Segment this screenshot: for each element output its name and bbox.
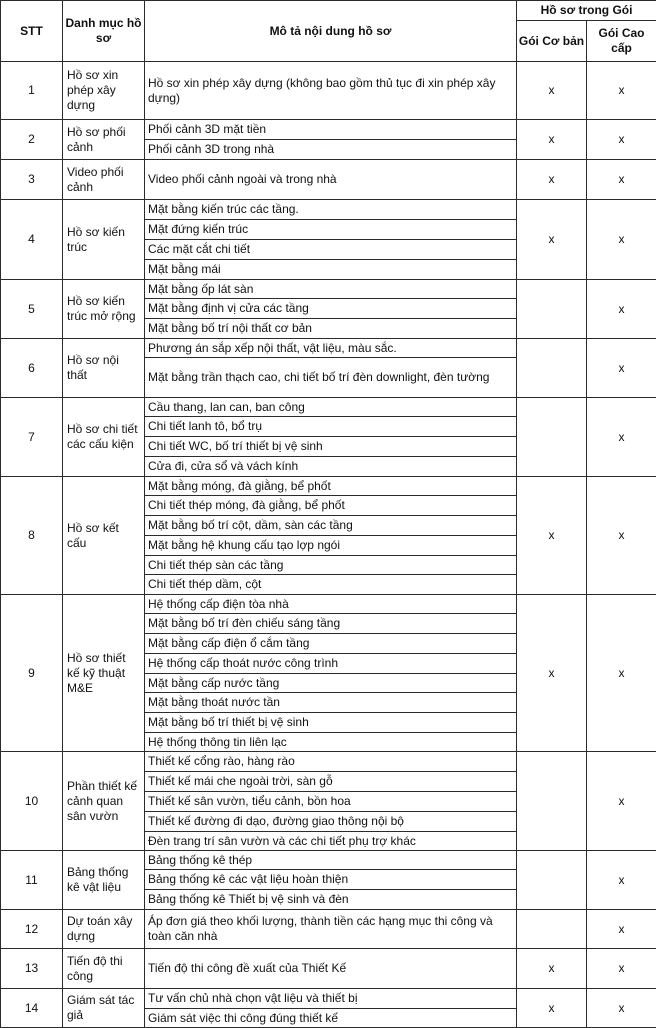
premium-package-mark: x <box>587 851 656 910</box>
table-header <box>1 1 656 62</box>
description-item: Cầu thang, lan can, ban công <box>145 398 517 417</box>
category-cell: Phần thiết kế cảnh quan sân vườn <box>63 752 145 851</box>
description-item: Mặt bằng mái <box>145 260 517 280</box>
table-row <box>1 339 656 358</box>
basic-package-mark: x <box>517 949 587 989</box>
table-row <box>1 989 656 1009</box>
basic-package-mark: x <box>517 595 587 752</box>
description-item: Thiết kế mái che ngoài trời, sàn gỗ <box>145 772 517 792</box>
basic-package-mark: x <box>517 120 587 160</box>
row-number: 10 <box>1 752 63 851</box>
table-row <box>1 160 656 200</box>
header-category: Danh mục hồ sơ <box>63 1 145 62</box>
basic-package-mark <box>517 851 587 910</box>
basic-package-mark: x <box>517 200 587 280</box>
description-item: Bảng thống kê Thiết bị vệ sinh và đèn <box>145 890 517 910</box>
basic-package-mark: x <box>517 160 587 200</box>
category-cell: Dự toán xây dựng <box>63 910 145 949</box>
description-item: Mặt bằng cấp nước tầng <box>145 674 517 693</box>
category-cell: Tiến độ thi công <box>63 949 145 989</box>
description-item: Mặt bằng bố trí cột, dầm, sàn các tầng <box>145 516 517 536</box>
description-item: Phối cảnh 3D mặt tiền <box>145 120 517 140</box>
row-number: 4 <box>1 200 63 280</box>
description-item: Các mặt cắt chi tiết <box>145 240 517 260</box>
table-row <box>1 910 656 949</box>
table-row <box>1 477 656 496</box>
basic-package-mark <box>517 752 587 851</box>
row-number: 11 <box>1 851 63 910</box>
row-number: 3 <box>1 160 63 200</box>
description-item: Mặt bằng móng, đà giằng, bể phốt <box>145 477 517 496</box>
description-item: Mặt bằng hệ khung cấu tạo lợp ngói <box>145 536 517 556</box>
description-item: Mặt bằng kiến trúc các tầng. <box>145 200 517 220</box>
basic-package-mark: x <box>517 62 587 120</box>
description-item: Hệ thống thông tin liên lạc <box>145 733 517 752</box>
description-item: Mặt bằng ốp lát sàn <box>145 280 517 299</box>
description-item: Mặt bằng bố trí nội thất cơ bản <box>145 319 517 339</box>
description-item: Mặt bằng bố trí đèn chiếu sáng tầng <box>145 614 517 634</box>
table-row <box>1 752 656 772</box>
premium-package-mark: x <box>587 989 656 1028</box>
premium-package-mark: x <box>587 949 656 989</box>
description-item: Mặt bằng cấp điện ổ cắm tầng <box>145 634 517 654</box>
category-cell: Hồ sơ kết cấu <box>63 477 145 595</box>
description-item: Bảng thống kê thép <box>145 851 517 870</box>
description-item: Chi tiết thép dầm, cột <box>145 575 517 595</box>
row-number: 1 <box>1 62 63 120</box>
category-cell: Video phối cảnh <box>63 160 145 200</box>
premium-package-mark: x <box>587 398 656 477</box>
premium-package-mark: x <box>587 62 656 120</box>
basic-package-mark: x <box>517 989 587 1028</box>
basic-package-mark: x <box>517 477 587 595</box>
row-number: 13 <box>1 949 63 989</box>
row-number: 6 <box>1 339 63 398</box>
row-number: 14 <box>1 989 63 1028</box>
table-row <box>1 851 656 870</box>
description-item: Video phối cảnh ngoài và trong nhà <box>145 160 517 200</box>
description-item: Đèn trang trí sân vườn và các chi tiết phụ trợ khác <box>145 832 517 851</box>
basic-package-mark <box>517 910 587 949</box>
premium-package-mark: x <box>587 339 656 398</box>
description-item: Thiết kế sân vườn, tiểu cảnh, bồn hoa <box>145 792 517 812</box>
category-cell: Bảng thống kê vật liệu <box>63 851 145 910</box>
description-item: Phương án sắp xếp nội thất, vật liệu, màu sắc. <box>145 339 517 358</box>
row-number: 9 <box>1 595 63 752</box>
premium-package-mark: x <box>587 477 656 595</box>
table-row <box>1 120 656 140</box>
description-item: Cửa đi, cửa sổ và vách kính <box>145 457 517 477</box>
table-row <box>1 949 656 989</box>
table-body <box>1 62 656 1028</box>
description-item: Mặt bằng trần thạch cao, chi tiết bố trí đèn downlight, đèn tường <box>145 358 517 398</box>
premium-package-mark: x <box>587 160 656 200</box>
description-item: Hệ thống cấp điện tòa nhà <box>145 595 517 614</box>
category-cell: Hồ sơ thiết kế kỹ thuật M&E <box>63 595 145 752</box>
description-item: Thiết kế đường đi dạo, đường giao thông nội bộ <box>145 812 517 832</box>
row-number: 5 <box>1 280 63 339</box>
row-number: 8 <box>1 477 63 595</box>
description-item: Chi tiết thép móng, đà giằng, bể phốt <box>145 496 517 516</box>
description-item: Tư vấn chủ nhà chọn vật liệu và thiết bị <box>145 989 517 1009</box>
description-item: Bảng thống kê các vật liệu hoàn thiện <box>145 870 517 890</box>
description-item: Mặt bằng bố trí thiết bị vệ sinh <box>145 713 517 733</box>
description-item: Tiến độ thi công đề xuất của Thiết Kế <box>145 949 517 989</box>
row-number: 7 <box>1 398 63 477</box>
premium-package-mark: x <box>587 280 656 339</box>
description-item: Hệ thống cấp thoát nước công trình <box>145 654 517 674</box>
header-basic: Gói Cơ bản <box>517 21 587 62</box>
premium-package-mark: x <box>587 910 656 949</box>
premium-package-mark: x <box>587 752 656 851</box>
category-cell: Giám sát tác giả <box>63 989 145 1028</box>
basic-package-mark <box>517 339 587 398</box>
row-number: 12 <box>1 910 63 949</box>
description-item: Chi tiết thép sàn các tầng <box>145 556 517 575</box>
description-item: Mặt đứng kiến trúc <box>145 220 517 240</box>
description-item: Thiết kế cổng rào, hàng rào <box>145 752 517 772</box>
header-premium: Gói Cao cấp <box>587 21 656 62</box>
description-item: Chi tiết WC, bố trí thiết bị vệ sinh <box>145 437 517 457</box>
category-cell: Hồ sơ kiến trúc <box>63 200 145 280</box>
category-cell: Hồ sơ chi tiết các cấu kiện <box>63 398 145 477</box>
table-row <box>1 62 656 120</box>
premium-package-mark: x <box>587 120 656 160</box>
premium-package-mark: x <box>587 200 656 280</box>
description-item: Mặt bằng định vị cửa các tầng <box>145 299 517 319</box>
description-item: Giám sát việc thi công đúng thiết kế <box>145 1009 517 1028</box>
description-item: Áp đơn giá theo khối lượng, thành tiền các hạng mục thi công và toàn căn nhà <box>145 910 517 949</box>
header-package-group: Hồ sơ trong Gói <box>517 1 656 21</box>
row-number: 2 <box>1 120 63 160</box>
table-row <box>1 595 656 614</box>
category-cell: Hồ sơ kiến trúc mở rộng <box>63 280 145 339</box>
table-row <box>1 200 656 220</box>
table-row <box>1 280 656 299</box>
description-item: Phối cảnh 3D trong nhà <box>145 140 517 160</box>
basic-package-mark <box>517 398 587 477</box>
premium-package-mark: x <box>587 595 656 752</box>
description-item: Mặt bằng thoát nước tần <box>145 693 517 713</box>
category-cell: Hồ sơ nội thất <box>63 339 145 398</box>
header-stt: STT <box>1 1 63 62</box>
category-cell: Hồ sơ xin phép xây dựng <box>63 62 145 120</box>
table-row <box>1 398 656 417</box>
basic-package-mark <box>517 280 587 339</box>
description-item: Chi tiết lanh tô, bổ trụ <box>145 417 517 437</box>
category-cell: Hồ sơ phối cảnh <box>63 120 145 160</box>
header-description: Mô tả nội dung hồ sơ <box>145 1 517 62</box>
description-item: Hồ sơ xin phép xây dựng (không bao gồm thủ tục đi xin phép xây dựng) <box>145 62 517 120</box>
